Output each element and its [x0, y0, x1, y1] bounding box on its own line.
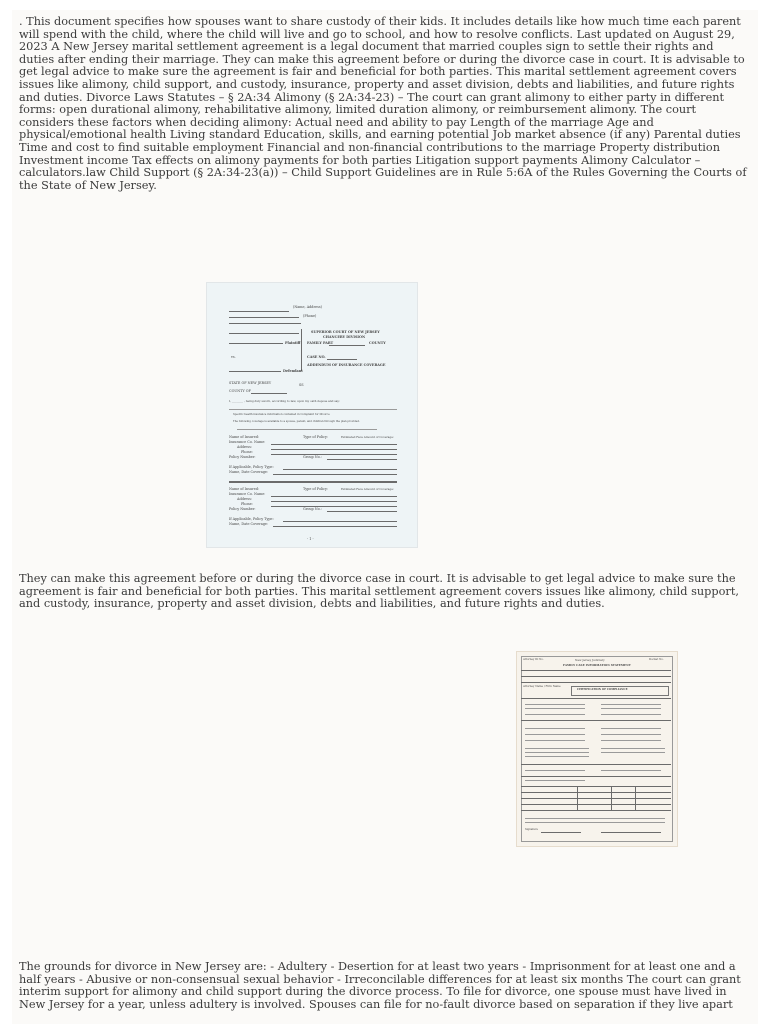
paragraph-intro: . This document specifies how spouses want to share custody of their kids. It includes details like how much time each parent will spend with the child, where the child will live and go to school, and how to resolve conflicts. Last updated on August 29, 2023 A New Jersey marital settlement agreement is a legal document that married couples sign to settle their rights and duties after ending their marriage. They can make this agreement before or during the divorce case in court. It is advisable to get legal advice to make sure the agreement is fair and beneficial for both parties. This marital settlement agreement covers issues like alimony, child support, and custody, insurance, property and asset division, debts and liabilities, and future rights and duties. Divorce Laws Statutes – § 2A:34 Alimony (§ 2A:34-23) – The court can grant alimony to either party in different forms: open durational alimony, rehabilitative alimony, limited duration alimony, or reimbursement alimony. The court considers these factors when deciding alimony: Actual need and ability to pay Length of the marriage Age and physical/emotional health Living standard Education, skills, and earning potential Job market absence (if any) Parental duties Time and cost to find suitable employment Financial and non-financial contributions to the marriage Property distribution Investment income Tax effects on alimony payments for both parties Litigation support payments Alimony Calculator – calculators.law Child Support (§ 2A:34-23(a)) – Child Support Guidelines are in Rule 5:6A of the Rules Governing the Courts of the State of New Jersey. [19, 15, 747, 192]
form2-header-right: Docket No. [649, 658, 664, 661]
form1-phone-1: Phone: [241, 450, 253, 454]
form1-address-2: Address: [237, 497, 253, 501]
form1-insured-2: Name of Insured: [229, 487, 260, 491]
form1-name-date-2: Name, Date Coverage: [229, 522, 269, 526]
paragraph-agreement: They can make this agreement before or during the divorce case in court. It is advisable to get legal advice to make sure the agreement is fair and beneficial for both parties. This marital settlement agreement covers issues like alimony, child support, and custody, insurance, property and asset division, debts and liabilities, and future rights and duties. [19, 572, 739, 611]
form1-name-date-1: Name, Date Coverage: [229, 470, 269, 474]
form1-ss: SS [299, 383, 304, 387]
form1-benefit-1: Estimated Face Amount of Coverage: [341, 435, 394, 439]
form1-plaintiff: Plaintiff [285, 341, 301, 345]
form1-policy-type-2: Type of Policy: [303, 487, 329, 491]
form1-phone: (Phone) [303, 314, 317, 318]
form1-policy-type-1: Type of Policy: [303, 435, 329, 439]
insurance-form-image [206, 282, 418, 548]
form1-statement: I, ________ , being duly sworn, according to law, upon my oath depose and say: [229, 399, 340, 403]
form1-county: COUNTY [369, 341, 386, 345]
form1-option-2: The following coverage is available to a spouse, parent, and children through the plan provided. [233, 420, 360, 423]
form1-vs: vs. [231, 355, 236, 359]
form1-name-address: (Name, Address) [293, 305, 322, 309]
form2-header-mid-1: New Jersey Judiciary [575, 658, 605, 662]
form1-county-of: COUNTY OF [229, 389, 251, 393]
form1-benefit-2: Estimated Face Amount of Coverage: [341, 487, 394, 491]
form2-header-left: Attorney ID No. [523, 658, 544, 661]
form1-court-line-2: CHANCERY DIVISION [323, 335, 366, 339]
form1-employer-2: If Applicable, Policy Type: [229, 517, 274, 521]
form1-carrier-1: Insurance Co. Name: [229, 440, 266, 444]
form1-page-number: - 1 - [307, 537, 314, 541]
form1-group-2: Group No.: [303, 507, 322, 511]
form1-address-1: Address: [237, 445, 253, 449]
document-page [12, 10, 758, 1024]
form1-case-no: CASE NO. [307, 355, 326, 359]
form2-header-mid-2: FAMILY CASE INFORMATION STATEMENT [563, 663, 631, 667]
form1-employer-1: If Applicable, Policy Type: [229, 465, 274, 469]
form2-signature: Signature [525, 828, 538, 831]
form1-court-line-1: SUPERIOR COURT OF NEW JERSEY [311, 330, 380, 334]
form1-defendant: Defendant [283, 369, 303, 373]
form1-phone-2: Phone: [241, 502, 253, 506]
form1-state: STATE OF NEW JERSEY [229, 381, 272, 385]
form1-policy-2: Policy Number: [229, 507, 256, 511]
paragraph-grounds: The grounds for divorce in New Jersey are: - Adultery - Desertion for at least two years - Imprisonment for at least one and a half years - Abusive or non-consensual sexual behavior - Irreconcilable differences for at least six months The court can grant interim support for alimony and child support during the divorce process. To file for divorce, one spouse must have lived in New Jersey for a year, unless adultery is involved. Spouses can file for no-fault divorce based on separation if they live apart [19, 960, 741, 1011]
form1-policy-1: Policy Number: [229, 455, 256, 459]
case-information-form-image [516, 651, 678, 847]
form1-title: ADDENDUM OF INSURANCE COVERAGE [307, 363, 386, 367]
form1-group-1: Group No.: [303, 455, 322, 459]
form2-section-1: Attorney Name / Firm Name [523, 685, 561, 688]
form1-carrier-2: Insurance Co. Name: [229, 492, 266, 496]
form1-family-part: FAMILY PART [307, 341, 334, 345]
form2-section-2: CERTIFICATION OF COMPLIANCE [577, 688, 628, 691]
form1-insured-1: Name of Insured: [229, 435, 260, 439]
form1-option-1: Specific health insurance information contained in Complaint for Divorce [233, 413, 330, 416]
